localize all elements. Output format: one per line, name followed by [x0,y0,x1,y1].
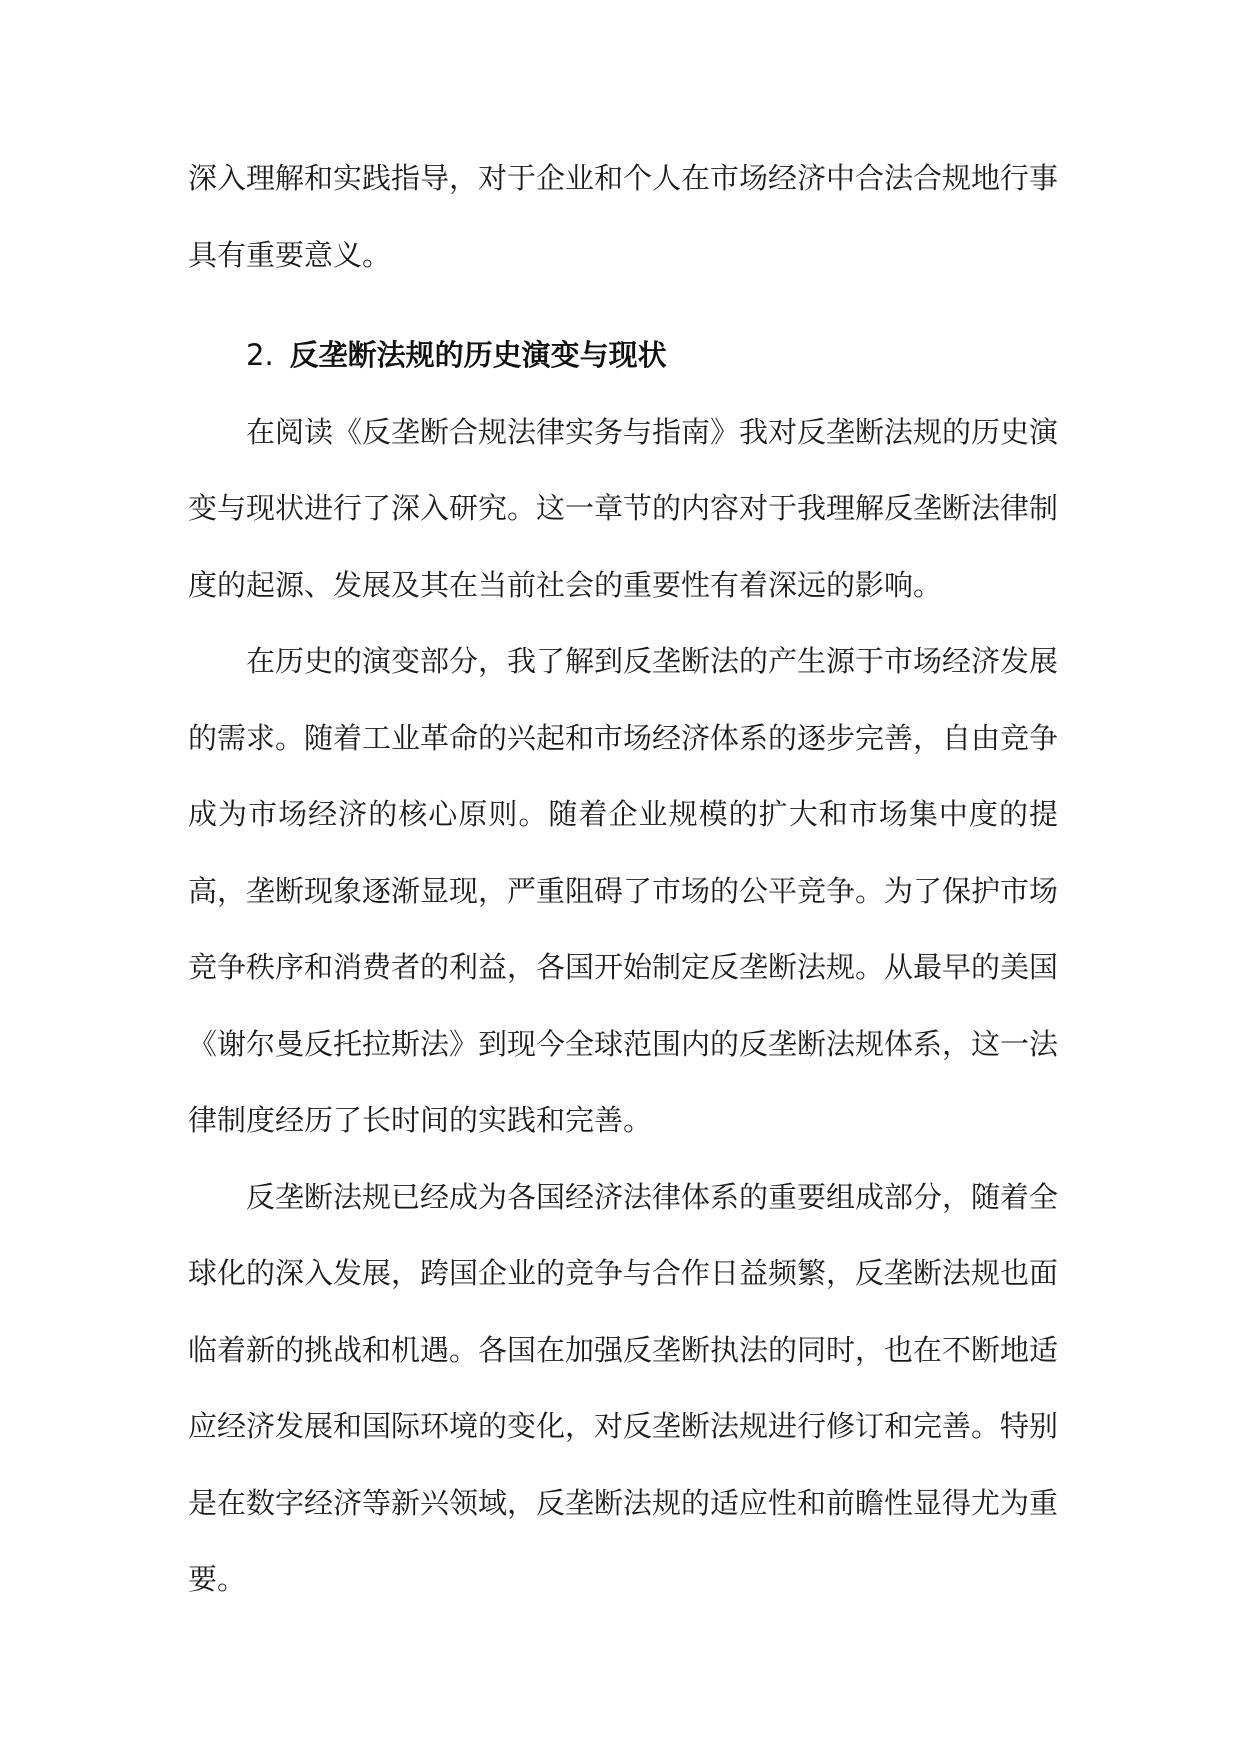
paragraph: 在历史的演变部分，我了解到反垄断法的产生源于市场经济发展的需求。随着工业革命的兴起和市场经济体系的逐步完善，自由竞争成为市场经济的核心原则。随着企业规模的扩大和市场集中度的提高，垄断现象逐渐显现，严重阻碍了市场的公平竞争。为了保护市场竞争秩序和消费者的利益，各国开始制定反垄断法规。从最早的美国《谢尔曼反托拉斯法》到现今全球范围内的反垄断法规体系，这一法律制度经历了长时间的实践和完善。 [188,644,1059,1137]
section-number: 2. [246,338,274,372]
section-title: 反垄断法规的历史演变与现状 [289,338,667,372]
document-body [188,140,1058,1618]
paragraph: 反垄断法规已经成为各国经济法律体系的重要组成部分，随着全球化的深入发展，跨国企业的竞争与合作日益频繁，反垄断法规也面临着新的挑战和机遇。各国在加强反垄断执法的同时，也在不断地适应经济发展和国际环境的变化，对反垄断法规进行修订和完善。特别是在数字经济等新兴领域，反垄断法规的适应性和前瞻性显得尤为重要。 [188,1179,1059,1596]
paragraph: 在阅读《反垄断合规法律实务与指南》我对反垄断法规的历史演变与现状进行了深入研究。这一章节的内容对于我理解反垄断法律制度的起源、发展及其在当前社会的重要性有着深远的影响。 [188,414,1059,602]
paragraph-continuation: 深入理解和实践指导，对于企业和个人在市场经济中合法合规地行事具有重要意义。 [188,161,1059,272]
section-heading [188,317,1058,394]
